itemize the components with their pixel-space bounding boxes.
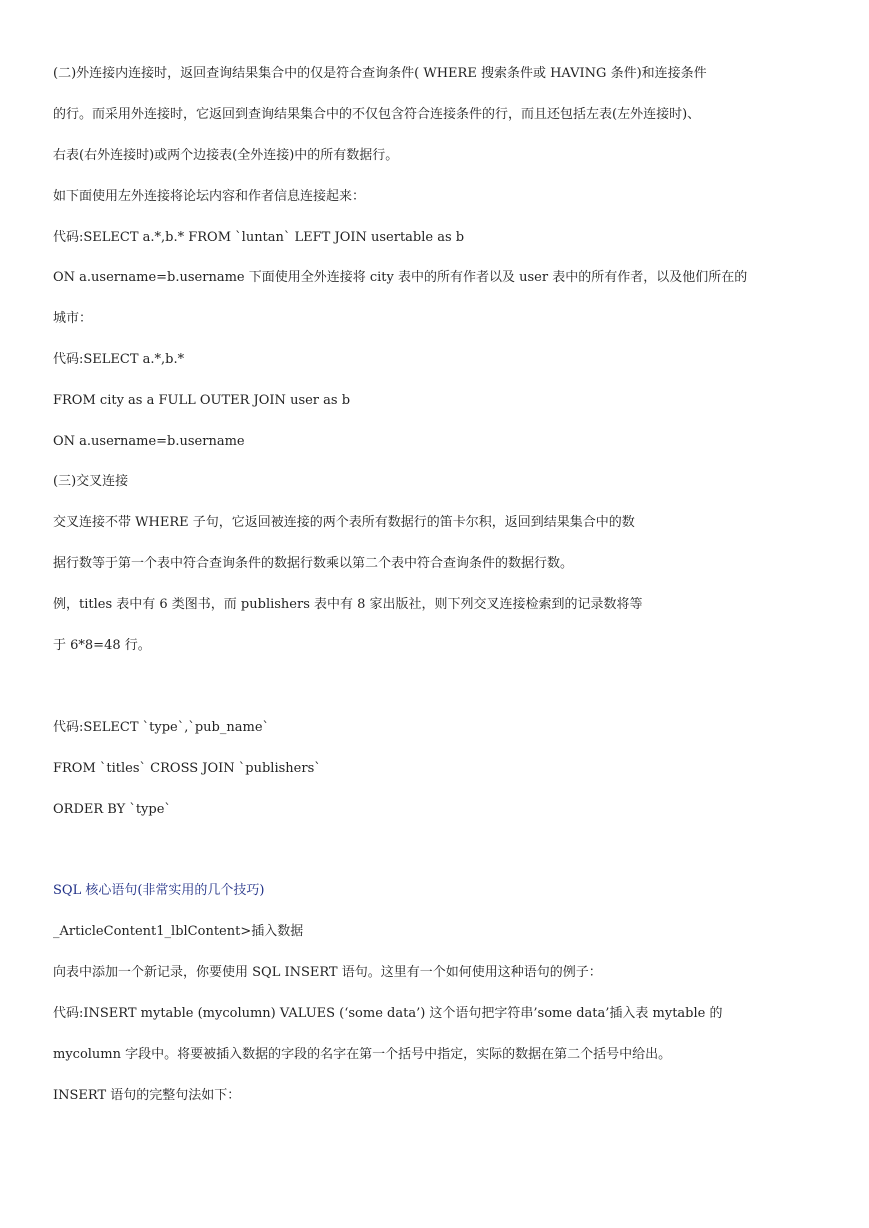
cross-join-example-line-2: 于 6*8=48 行。: [53, 638, 151, 653]
cross-join-code-line-2: FROM `titles` CROSS JOIN `publishers`: [53, 761, 321, 776]
outer-join-intro-line-1: (二)外连接内连接时，返回查询结果集合中的仅是符合查询条件( WHERE 搜索条件或 HAVING 条件)和连接条件: [53, 66, 707, 81]
full-join-code-line-3: ON a.username=b.username: [53, 434, 245, 449]
cross-join-heading: (三)交叉连接: [53, 474, 129, 489]
full-join-code-line-2: FROM city as a FULL OUTER JOIN user as b: [53, 393, 351, 408]
outer-join-intro-line-3: 右表(右外连接时)或两个边接表(全外连接)中的所有数据行。: [53, 148, 399, 163]
left-join-code-line-1: 代码:SELECT a.*,b.* FROM `luntan` LEFT JOIN usertable as b: [53, 230, 465, 245]
sql-core-statements-link[interactable]: SQL 核心语句(非常实用的几个技巧): [53, 883, 265, 898]
insert-intro: 向表中添加一个新记录，你要使用 SQL INSERT 语句。这里有一个如何使用这种语句的例子：: [53, 965, 602, 980]
full-join-description-line-2: 城市：: [53, 311, 93, 326]
outer-join-intro-line-2: 的行。而采用外连接时，它返回到查询结果集合中的不仅包含符合连接条件的行，而且还包括左表(左外连接时)、: [53, 107, 701, 122]
cross-join-example-line-1: 例，titles 表中有 6 类图书，而 publishers 表中有 8 家出版社，则下列交叉连接检索到的记录数将等: [53, 597, 643, 612]
insert-data-heading: _ArticleContent1_lblContent>插入数据: [53, 924, 304, 939]
cross-join-code-line-1: 代码:SELECT `type`,`pub_name`: [53, 720, 270, 735]
left-join-description: 如下面使用左外连接将论坛内容和作者信息连接起来：: [53, 189, 366, 204]
insert-explanation-line: mycolumn 字段中。将要被插入数据的字段的名字在第一个括号中指定，实际的数据在第二个括号中给出。: [53, 1047, 672, 1062]
cross-join-description-line-2: 据行数等于第一个表中符合查询条件的数据行数乘以第二个表中符合查询条件的数据行数。: [53, 556, 574, 571]
full-join-code-line-1: 代码:SELECT a.*,b.*: [53, 352, 185, 367]
cross-join-description-line-1: 交叉连接不带 WHERE 子句，它返回被连接的两个表所有数据行的笛卡尔积，返回到结果集合中的数: [53, 515, 635, 530]
insert-code-line: 代码:INSERT mytable (mycolumn) VALUES (‘some data’) 这个语句把字符串’some data’插入表 mytable 的: [53, 1006, 723, 1021]
cross-join-code-line-3: ORDER BY `type`: [53, 802, 171, 817]
full-join-description-line-1: ON a.username=b.username 下面使用全外连接将 city 表中的所有作者以及 user 表中的所有作者，以及他们所在的: [53, 270, 748, 285]
insert-syntax-heading: INSERT 语句的完整句法如下：: [53, 1088, 241, 1103]
